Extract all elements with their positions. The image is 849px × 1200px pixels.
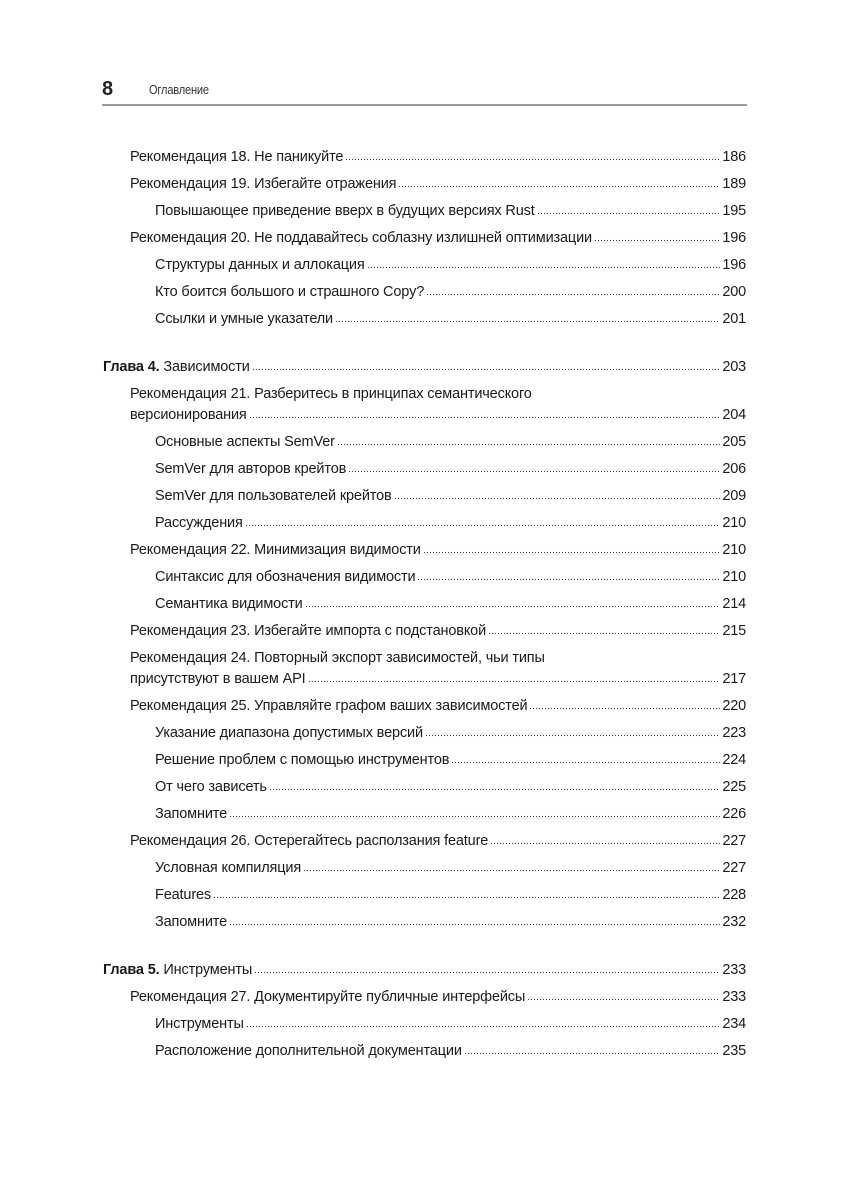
toc-entry[interactable]: Семантика видимости 214: [155, 596, 746, 612]
page-ref: 210: [722, 542, 746, 558]
page-ref: 196: [722, 230, 746, 246]
page-ref: 224: [722, 752, 746, 768]
page-ref: 195: [722, 203, 746, 219]
page-ref: 233: [722, 962, 746, 978]
page-ref: 232: [722, 914, 746, 930]
dot-leader: [254, 960, 720, 974]
page-ref: 227: [722, 833, 746, 849]
dot-leader: [213, 885, 720, 899]
dot-leader: [303, 858, 720, 872]
toc-entry[interactable]: Запомните 226: [155, 806, 746, 822]
toc-entry[interactable]: Рекомендация 25. Управляйте графом ваших зависимостей 220: [130, 698, 746, 714]
page-ref: 226: [722, 806, 746, 822]
dot-leader: [335, 309, 720, 323]
dot-leader: [305, 594, 721, 608]
page-ref: 201: [722, 311, 746, 327]
dot-leader: [425, 723, 721, 737]
toc-entry[interactable]: Рекомендация 22. Минимизация видимости 210: [130, 542, 746, 558]
page-ref: 210: [722, 515, 746, 531]
dot-leader: [252, 357, 721, 371]
toc-entry[interactable]: Указание диапазона допустимых версий 223: [155, 725, 746, 741]
page-ref: 203: [722, 359, 746, 375]
dot-leader: [464, 1041, 721, 1055]
toc-entry[interactable]: версионирования 204: [130, 407, 746, 423]
dot-leader: [490, 831, 720, 845]
dot-leader: [345, 147, 720, 161]
page-ref: 200: [722, 284, 746, 300]
toc-entry[interactable]: SemVer для пользователей крейтов 209: [155, 488, 746, 504]
dot-leader: [245, 513, 721, 527]
dot-leader: [398, 174, 720, 188]
chapter-prefix: Глава 4.: [103, 359, 160, 375]
page-ref: 217: [722, 671, 746, 687]
dot-leader: [348, 459, 720, 473]
toc-entry[interactable]: Рекомендация 20. Не поддавайтесь соблазну излишней оптимизации 196: [130, 230, 746, 246]
page-ref: 206: [722, 461, 746, 477]
page-header: [102, 76, 746, 106]
dot-leader: [417, 567, 720, 581]
running-title: Оглавление: [149, 82, 209, 97]
dot-leader: [269, 777, 721, 791]
dot-leader: [394, 486, 721, 500]
toc-chapter-5[interactable]: Глава 5. Инструменты 233: [103, 962, 746, 978]
page-ref: 204: [722, 407, 746, 423]
page-number: 8: [102, 78, 114, 100]
toc-entry[interactable]: Расположение дополнительной документации 235: [155, 1043, 746, 1059]
toc-entry[interactable]: Рекомендация 27. Документируйте публичные интерфейсы 233: [130, 989, 746, 1005]
toc-entry[interactable]: Ссылки и умные указатели 201: [155, 311, 746, 327]
chapter-prefix: Глава 5.: [103, 962, 160, 978]
dot-leader: [229, 912, 720, 926]
toc-entry[interactable]: присутствуют в вашем API 217: [130, 671, 746, 687]
page-ref: 214: [722, 596, 746, 612]
dot-leader: [249, 405, 721, 419]
toc-entry[interactable]: Рекомендация 26. Остерегайтесь расползания feature 227: [130, 833, 746, 849]
dot-leader: [537, 201, 721, 215]
toc-chapter-4[interactable]: Глава 4. Зависимости 203: [103, 359, 746, 375]
toc-entry[interactable]: Основные аспекты SemVer 205: [155, 434, 746, 450]
dot-leader: [527, 987, 720, 1001]
page-ref: 220: [722, 698, 746, 714]
page-ref: 223: [722, 725, 746, 741]
toc-entry[interactable]: Рассуждения 210: [155, 515, 746, 531]
dot-leader: [594, 228, 720, 242]
dot-leader: [246, 1014, 721, 1028]
toc-entry[interactable]: Рекомендация 19. Избегайте отражения 189: [130, 176, 746, 192]
header-rule: [102, 104, 747, 106]
dot-leader: [451, 750, 720, 764]
toc-entry[interactable]: Решение проблем с помощью инструментов 224: [155, 752, 746, 768]
dot-leader: [529, 696, 720, 710]
toc-entry[interactable]: Инструменты 234: [155, 1016, 746, 1032]
toc-entry-line1[interactable]: Рекомендация 21. Разберитесь в принципах семантического: [130, 386, 532, 402]
page-ref: 215: [722, 623, 746, 639]
page-ref: 233: [722, 989, 746, 1005]
toc-entry[interactable]: Рекомендация 23. Избегайте импорта с подстановкой 215: [130, 623, 746, 639]
toc-entry[interactable]: От чего зависеть 225: [155, 779, 746, 795]
toc-entry[interactable]: SemVer для авторов крейтов 206: [155, 461, 746, 477]
dot-leader: [337, 432, 721, 446]
page-ref: 186: [722, 149, 746, 165]
page-ref: 189: [722, 176, 746, 192]
dot-leader: [426, 282, 720, 296]
dot-leader: [308, 669, 721, 683]
toc-entry[interactable]: Структуры данных и аллокация 196: [155, 257, 746, 273]
toc-entry[interactable]: Условная компиляция 227: [155, 860, 746, 876]
toc-entry[interactable]: Рекомендация 18. Не паникуйте 186: [130, 149, 746, 165]
page-ref: 228: [722, 887, 746, 903]
toc-entry[interactable]: Кто боится большого и страшного Copy? 200: [155, 284, 746, 300]
toc-entry-line1[interactable]: Рекомендация 24. Повторный экспорт зависимостей, чьи типы: [130, 650, 545, 666]
toc-entry[interactable]: Запомните 232: [155, 914, 746, 930]
dot-leader: [488, 621, 720, 635]
dot-leader: [229, 804, 720, 818]
page-ref: 234: [722, 1016, 746, 1032]
page-ref: 210: [722, 569, 746, 585]
page-ref: 209: [722, 488, 746, 504]
page-ref: 196: [722, 257, 746, 273]
page-ref: 235: [722, 1043, 746, 1059]
toc-entry[interactable]: Синтаксис для обозначения видимости 210: [155, 569, 746, 585]
page-ref: 227: [722, 860, 746, 876]
dot-leader: [423, 540, 721, 554]
toc-entry[interactable]: Features 228: [155, 887, 746, 903]
page-ref: 225: [722, 779, 746, 795]
dot-leader: [367, 255, 721, 269]
toc-entry[interactable]: Повышающее приведение вверх в будущих версиях Rust 195: [155, 203, 746, 219]
page-ref: 205: [722, 434, 746, 450]
